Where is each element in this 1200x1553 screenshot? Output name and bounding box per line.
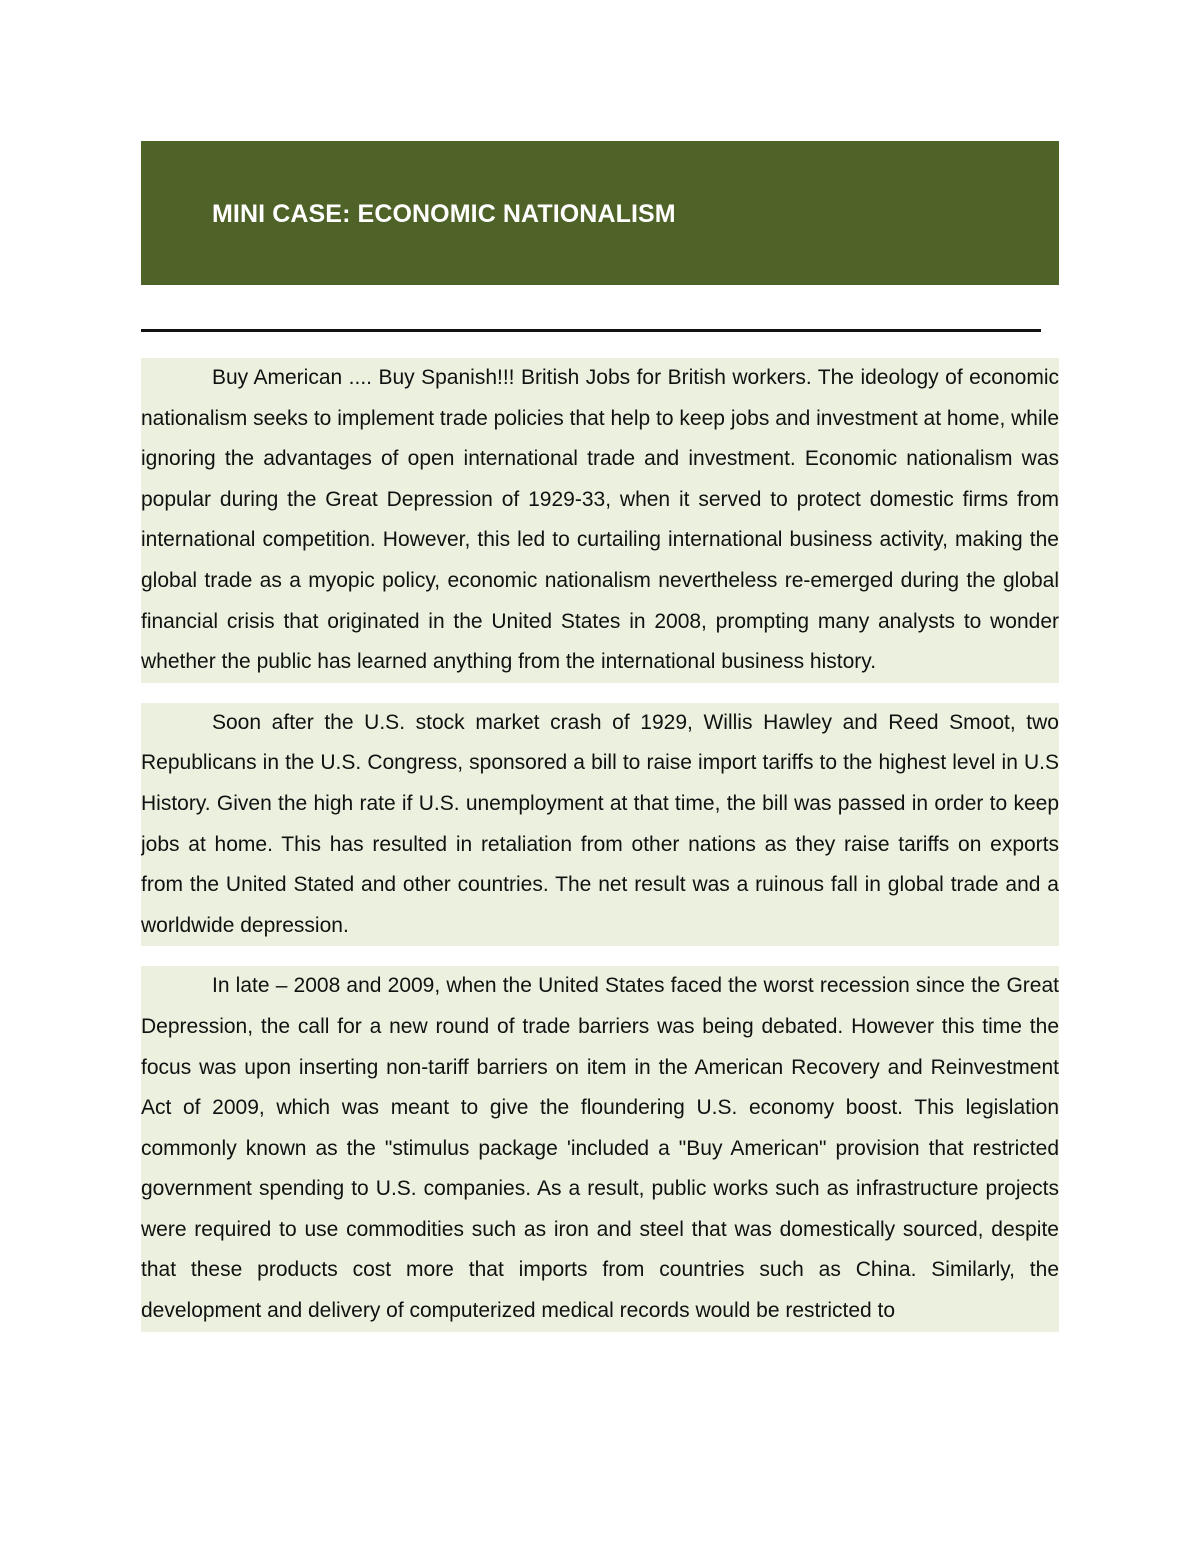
- title-banner: [141, 141, 1059, 285]
- paragraph-spacer: [141, 946, 1059, 966]
- paragraph-intro: Buy American .... Buy Spanish!!! British Jobs for British workers. The ideology of economic nationalism seeks to implement trade policies that help to keep jobs and investment at home, while ignoring the advantages of open international trade and investment. Economic nationalism was popular during the Great Depression of 1929-33, when it served to protect domestic firms from international competition. However, this led to curtailing international business activity, making the global trade as a myopic policy, economic nationalism nevertheless re-emerged during the global financial crisis that originated in the United States in 2008, prompting many analysts to wonder whether the public has learned anything from the international business history.: [141, 358, 1059, 683]
- horizontal-rule: [141, 329, 1041, 332]
- paragraph-spacer: [141, 683, 1059, 703]
- paragraph-smoot-hawley: Soon after the U.S. stock market crash of 1929, Willis Hawley and Reed Smoot, two Republicans in the U.S. Congress, sponsored a bill to raise import tariffs to the highest level in U.S History. Given the high rate if U.S. unemployment at that time, the bill was passed in order to keep jobs at home. This has resulted in retaliation from other nations as they raise tariffs on exports from the United Stated and other countries. The net result was a ruinous fall in global trade and a worldwide depression.: [141, 703, 1059, 947]
- document-body: [141, 358, 1059, 1400]
- page-title: MINI CASE: ECONOMIC NATIONALISM: [212, 200, 676, 228]
- paragraph-buy-american: In late – 2008 and 2009, when the United States faced the worst recession since the Great Depression, the call for a new round of trade barriers was being debated. However this time the focus was upon inserting non-tariff barriers on item in the American Recovery and Reinvestment Act of 2009, which was meant to give the floundering U.S. economy boost. This legislation commonly known as the "stimulus package 'included a "Buy American" provision that restricted government spending to U.S. companies. As a result, public works such as infrastructure projects were required to use commodities such as iron and steel that was domestically sourced, despite that these products cost more that imports from countries such as China. Similarly, the development and delivery of computerized medical records would be restricted to: [141, 966, 1059, 1331]
